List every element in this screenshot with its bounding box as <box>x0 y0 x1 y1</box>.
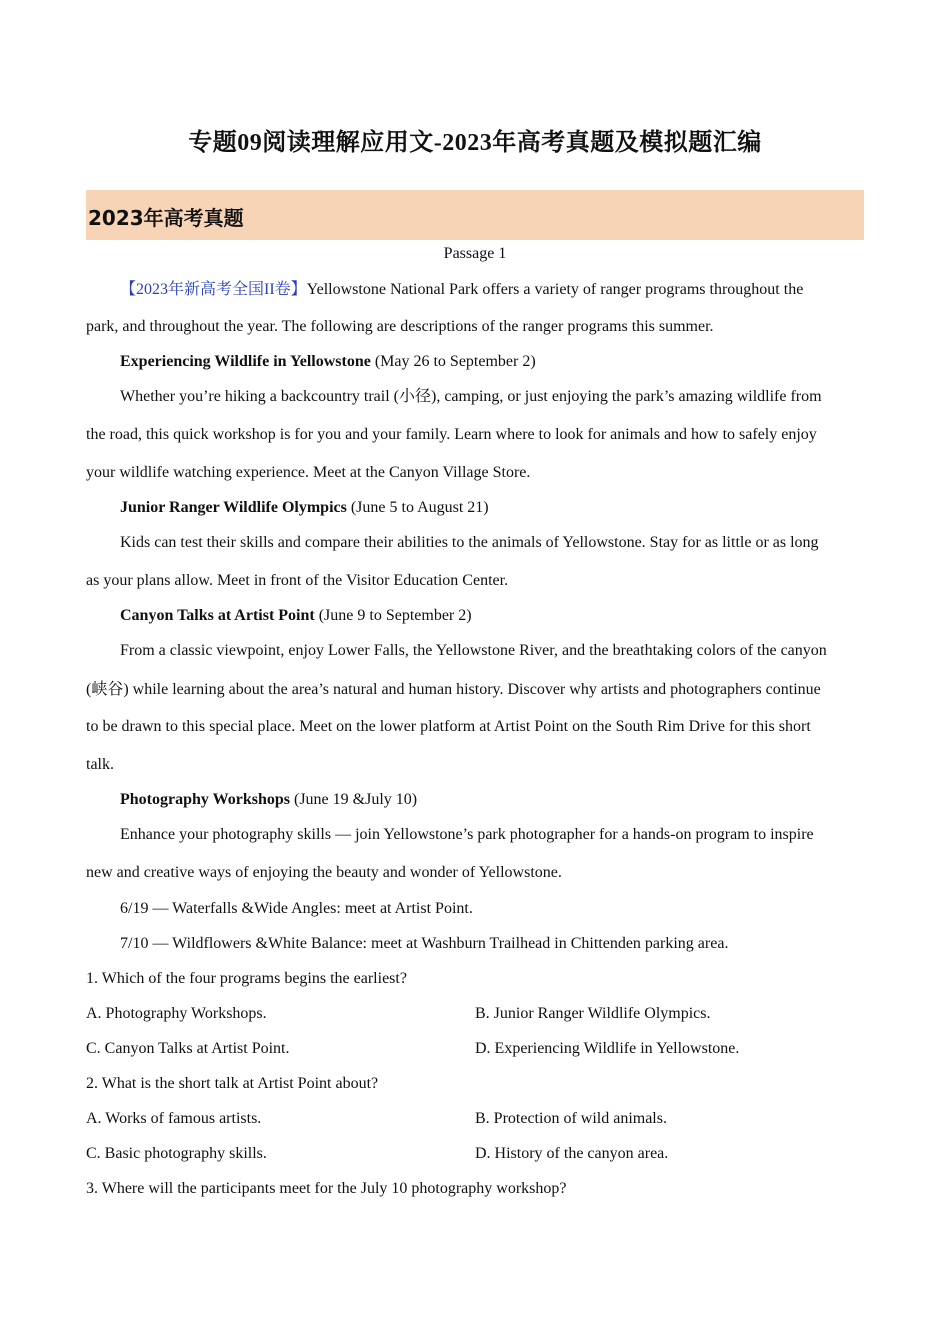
paragraph-line: talk. <box>86 756 114 773</box>
paragraph-line: to be drawn to this special place. Meet on the lower platform at Artist Point on the South Rim Drive for this short <box>86 718 811 735</box>
intro-line-1 <box>120 280 803 300</box>
program-heading-photography <box>120 790 417 810</box>
option-b: B. Junior Ranger Wildlife Olympics. <box>475 1005 711 1022</box>
option-b: B. Protection of wild animals. <box>475 1110 667 1127</box>
section-heading-bar <box>86 190 864 240</box>
intro-line-2: park, and throughout the year. The following are descriptions of the ranger programs this summer. <box>86 318 714 335</box>
program-dates: (June 9 to September 2) <box>314 607 472 624</box>
paragraph-line: Kids can test their skills and compare their abilities to the animals of Yellowstone. Stay for as little or as long <box>120 534 819 551</box>
paragraph-line: (峡谷) while learning about the area’s natural and human history. Discover why artists and photographers continue <box>86 681 821 698</box>
program-heading-canyon-talks <box>120 606 472 626</box>
option-a: A. Photography Workshops. <box>86 1005 267 1022</box>
page-title: 专题09阅读理解应用文-2023年高考真题及模拟题汇编 <box>188 130 762 156</box>
paragraph-line: Enhance your photography skills — join Yellowstone’s park photographer for a hands-on program to inspire <box>120 826 814 843</box>
question-stem: 1. Which of the four programs begins the earliest? <box>86 970 407 987</box>
section-heading: 2023年高考真题 <box>88 206 244 230</box>
option-c: C. Basic photography skills. <box>86 1145 267 1162</box>
session-line: 7/10 — Wildflowers &White Balance: meet at Washburn Trailhead in Chittenden parking area. <box>120 935 729 952</box>
program-name: Canyon Talks at Artist Point <box>120 607 315 624</box>
paragraph-line: your wildlife watching experience. Meet at the Canyon Village Store. <box>86 464 531 481</box>
program-heading-junior-ranger <box>120 498 489 518</box>
program-heading-wildlife <box>120 352 536 372</box>
program-dates: (June 5 to August 21) <box>346 499 489 516</box>
passage-label: Passage 1 <box>443 245 507 262</box>
option-d: D. History of the canyon area. <box>475 1145 669 1162</box>
program-dates: (June 19 &July 10) <box>289 791 418 808</box>
paragraph-line: From a classic viewpoint, enjoy Lower Falls, the Yellowstone River, and the breathtaking colors of the canyon <box>120 642 827 659</box>
question-stem: 2. What is the short talk at Artist Point about? <box>86 1075 379 1092</box>
session-line: 6/19 — Waterfalls &Wide Angles: meet at Artist Point. <box>120 900 473 917</box>
option-c: C. Canyon Talks at Artist Point. <box>86 1040 290 1057</box>
program-name: Photography Workshops <box>120 791 290 808</box>
option-a: A. Works of famous artists. <box>86 1110 262 1127</box>
paragraph-line: the road, this quick workshop is for you and your family. Learn where to look for animals and how to safely enjoy <box>86 426 817 443</box>
program-name: Junior Ranger Wildlife Olympics <box>120 499 347 516</box>
question-stem: 3. Where will the participants meet for the July 10 photography workshop? <box>86 1180 567 1197</box>
paragraph-line: new and creative ways of enjoying the beauty and wonder of Yellowstone. <box>86 864 562 881</box>
program-name: Experiencing Wildlife in Yellowstone <box>120 353 371 370</box>
option-d: D. Experiencing Wildlife in Yellowstone. <box>475 1040 740 1057</box>
source-tag: 【2023年新高考全国II卷】 <box>120 281 307 298</box>
paragraph-line: Whether you’re hiking a backcountry trail (小径), camping, or just enjoying the park’s amazing wildlife from <box>120 388 822 405</box>
intro-text-1: Yellowstone National Park offers a variety of ranger programs throughout the <box>306 281 804 298</box>
paragraph-line: as your plans allow. Meet in front of the Visitor Education Center. <box>86 572 509 589</box>
program-dates: (May 26 to September 2) <box>370 353 536 370</box>
